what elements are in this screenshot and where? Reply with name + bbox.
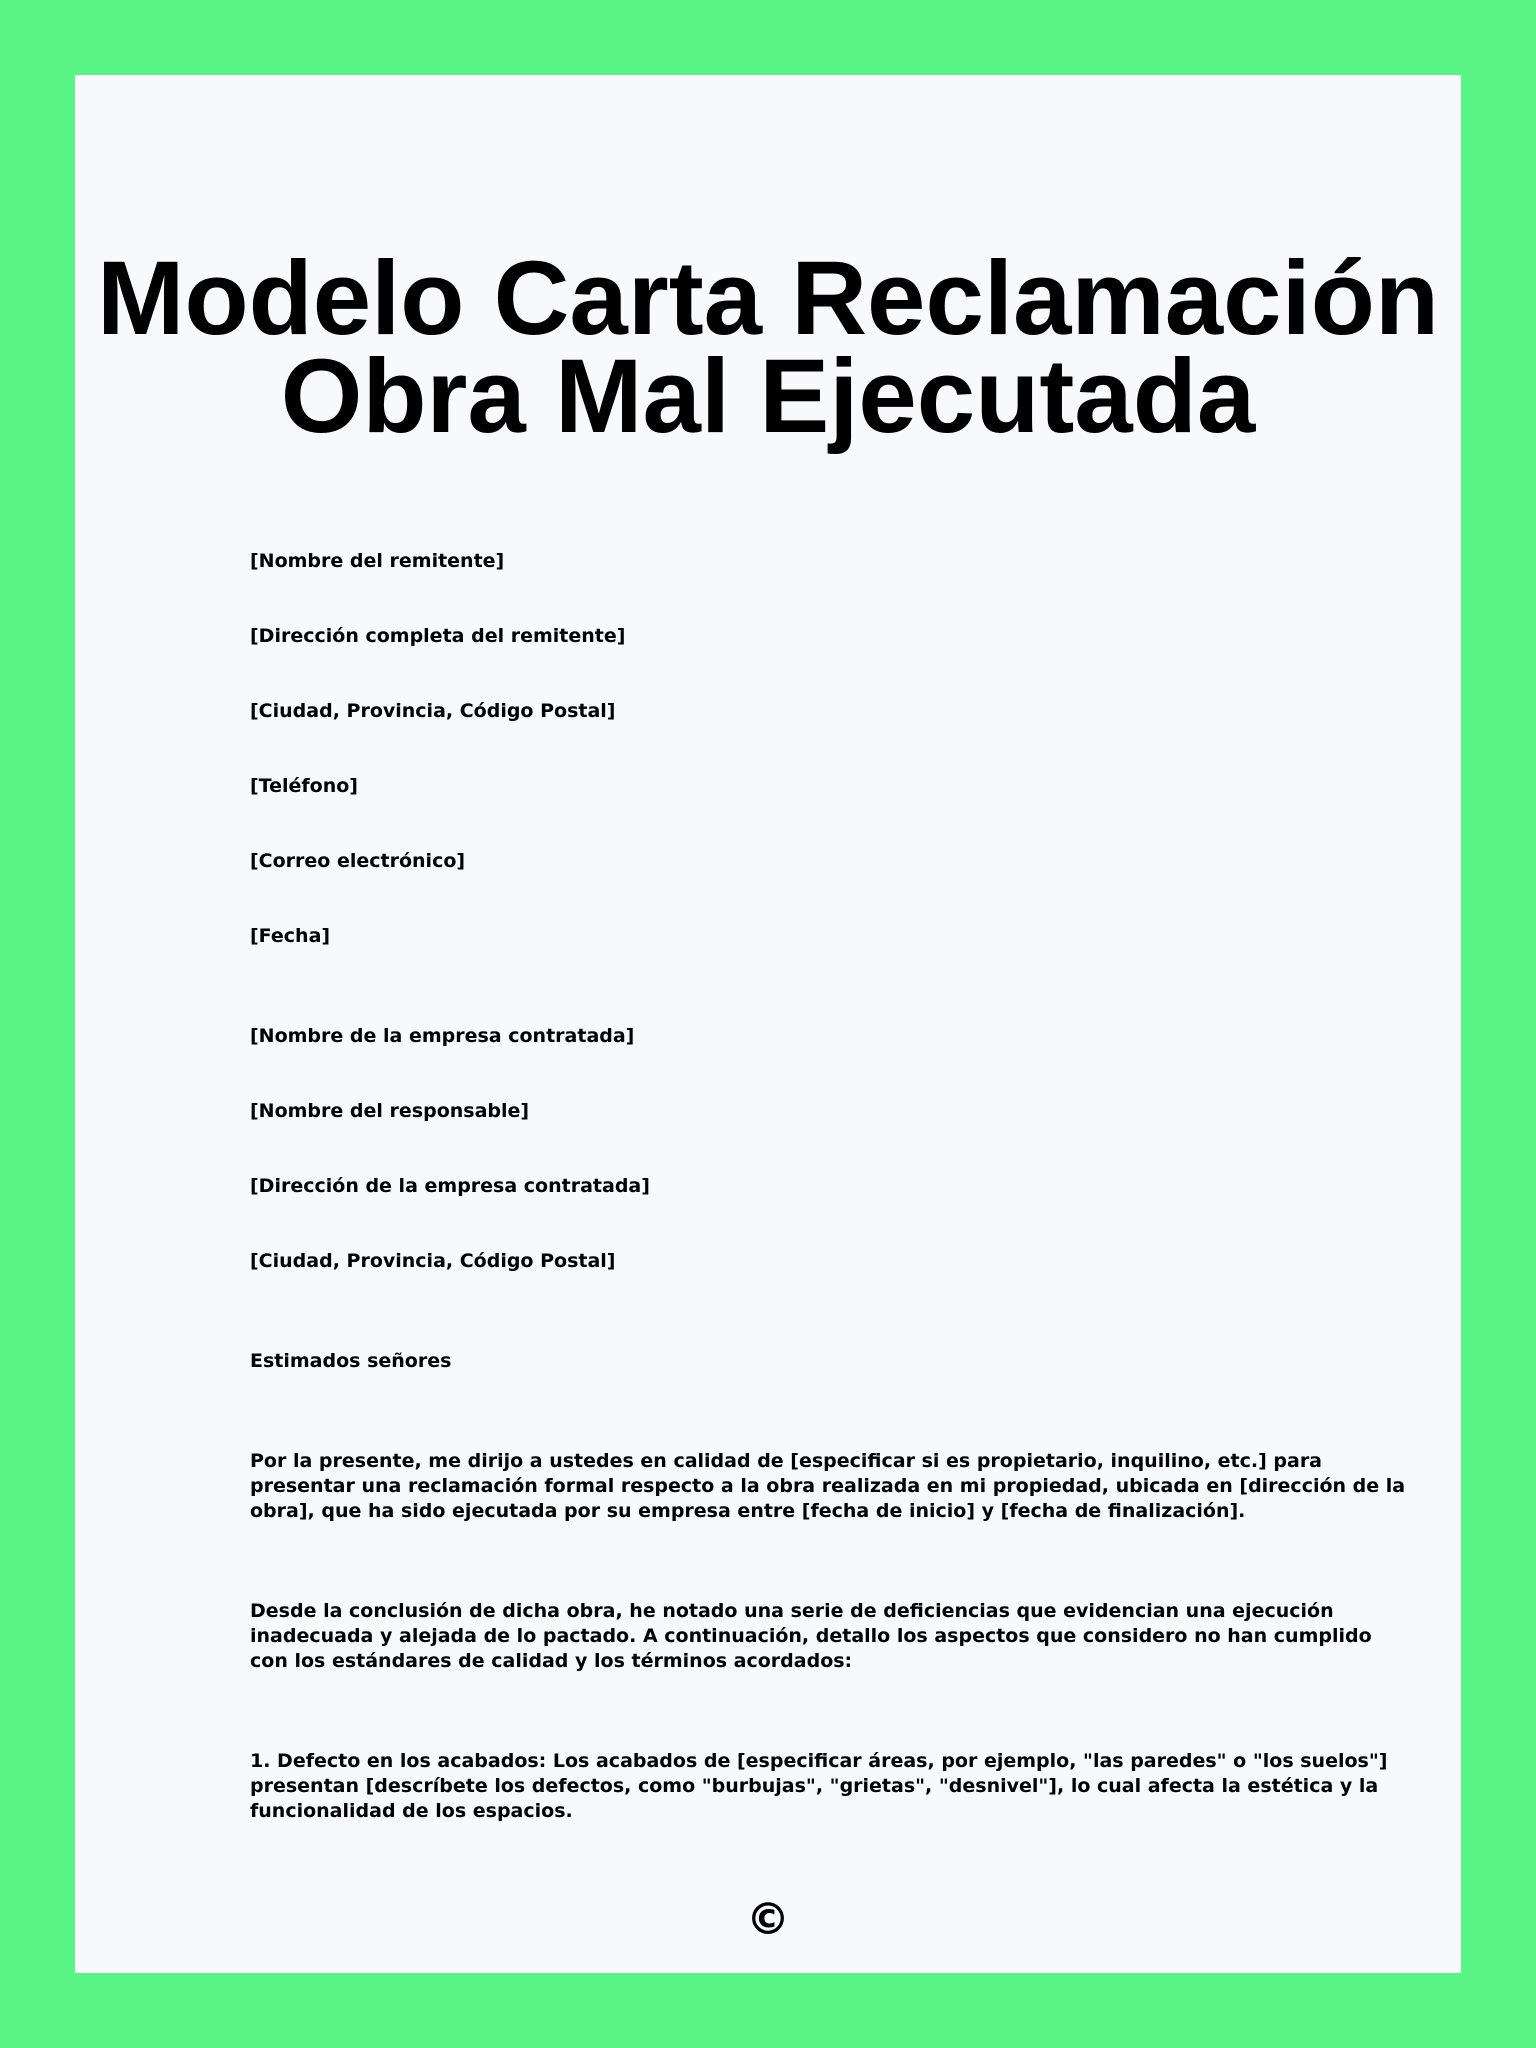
- recipient-address: [Dirección de la empresa contratada]: [250, 1175, 650, 1197]
- sender-city: [Ciudad, Provincia, Código Postal]: [250, 700, 616, 722]
- sender-address: [Dirección completa del remitente]: [250, 625, 626, 647]
- sender-name: [Nombre del remitente]: [250, 550, 505, 572]
- paragraph-line: con los estándares de calidad y los términos acordados:: [250, 1650, 853, 1672]
- sender-phone: [Teléfono]: [250, 775, 358, 797]
- paragraph-line: Por la presente, me dirijo a ustedes en calidad de [especificar si es propietario, inquilino, etc.] para: [250, 1450, 1323, 1472]
- sender-email: [Correo electrónico]: [250, 850, 466, 872]
- paragraph-line: funcionalidad de los espacios.: [250, 1800, 573, 1822]
- paragraph-line: inadecuada y alejada de lo pactado. A continuación, detallo los aspectos que considero no han cumplido: [250, 1625, 1372, 1647]
- paragraph-line: presentar una reclamación formal respecto a la obra realizada en mi propiedad, ubicada en [dirección de la: [250, 1475, 1406, 1497]
- greeting: Estimados señores: [250, 1350, 452, 1372]
- body-paragraph-2: [250, 1599, 1372, 1674]
- paragraph-line: obra], que ha sido ejecutada por su empresa entre [fecha de inicio] y [fecha de finalización].: [250, 1500, 1246, 1522]
- paragraph-line: Desde la conclusión de dicha obra, he notado una serie de deficiencias que evidencian una ejecución: [250, 1600, 1334, 1622]
- recipient-city: [Ciudad, Provincia, Código Postal]: [250, 1250, 616, 1272]
- recipient-company: [Nombre de la empresa contratada]: [250, 1025, 635, 1047]
- title-line-1: Modelo Carta Reclamación: [96, 240, 1440, 357]
- copyright-icon: ©: [746, 1894, 790, 1945]
- document-title: [75, 240, 1461, 455]
- document-page: [75, 75, 1461, 1973]
- body-paragraph-3: [250, 1749, 1388, 1824]
- body-paragraph-1: [250, 1449, 1406, 1524]
- letter-date: [Fecha]: [250, 925, 331, 947]
- title-line-2: Obra Mal Ejecutada: [280, 338, 1256, 455]
- paragraph-line: presentan [descríbete los defectos, como "burbujas", "grietas", "desnivel"], lo cual afecta la estética y la: [250, 1775, 1379, 1797]
- recipient-contact: [Nombre del responsable]: [250, 1100, 530, 1122]
- paragraph-line: 1. Defecto en los acabados: Los acabados de [especificar áreas, por ejemplo, "las paredes" o "los suelos"]: [250, 1750, 1388, 1772]
